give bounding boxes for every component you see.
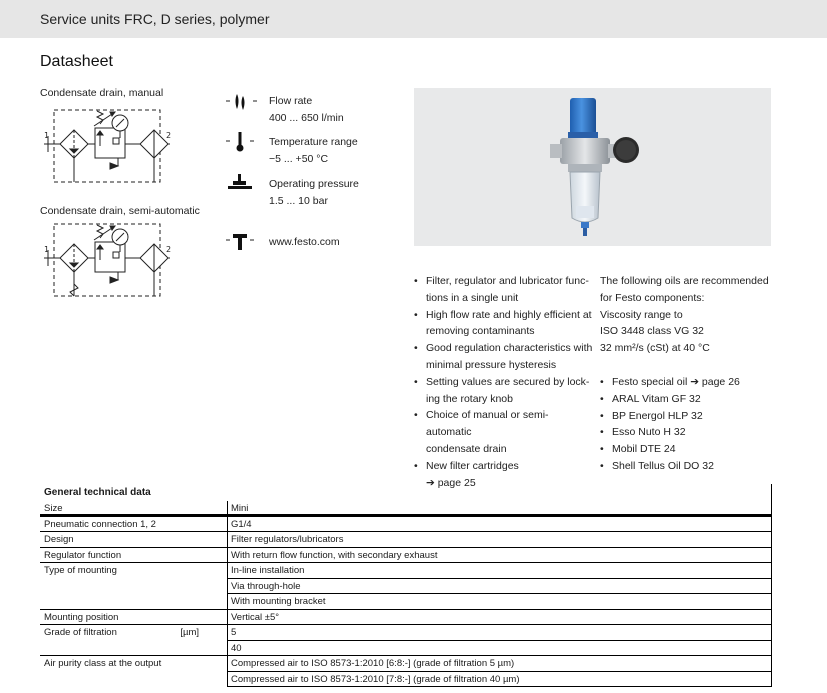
row-value: G1/4: [228, 517, 772, 533]
list-item: [414, 273, 594, 307]
port-2-label: 2: [166, 245, 172, 254]
list-item-text: removing contaminants: [426, 325, 535, 338]
oils-intro-line: for Festo components:: [600, 291, 705, 304]
pressure-icon: [226, 174, 260, 194]
row-value: With mounting bracket: [228, 594, 772, 610]
row-label-cell: [40, 517, 228, 533]
feature-value: −5 ... +50 °C: [269, 153, 329, 165]
feature-label: Flow rate: [269, 95, 313, 107]
list-item-text: condensate drain: [426, 442, 507, 455]
oil-item: • BP Energol HLP 32: [600, 408, 740, 425]
pneumatic-symbol-semi-automatic: [40, 222, 180, 304]
oils-intro-line: The following oils are recommended: [600, 275, 769, 287]
table-row: [40, 656, 772, 672]
row-label-cell: [40, 579, 228, 595]
table-row: [40, 532, 772, 548]
oils-intro-line: ISO 3448 class VG 32: [600, 325, 704, 338]
row-label-cell: [40, 672, 228, 688]
list-item-text: minimal pressure hysteresis: [426, 358, 557, 371]
feature-value: 1.5 ... 10 bar: [269, 195, 328, 207]
oils-intro-line: Viscosity range to: [600, 308, 683, 321]
feature-bullet-list: [414, 273, 594, 491]
feature-label: Temperature range: [269, 136, 358, 148]
feature-label: Operating pressure: [269, 178, 359, 190]
page-header-title: Service units FRC, D series, polymer: [40, 11, 270, 27]
row-label-cell: [40, 610, 228, 626]
list-item-text: New filter cartridges: [426, 459, 519, 472]
header-bar: [0, 0, 827, 38]
oils-recommendation-text: [600, 273, 769, 357]
row-label: Mounting position: [44, 611, 119, 623]
table-row: [40, 641, 772, 657]
feature-website[interactable]: [269, 234, 340, 251]
list-item-text: Choice of manual or semi-automatic: [426, 409, 549, 439]
table-row: [40, 501, 772, 517]
table-row: [40, 548, 772, 564]
list-item-text: Filter, regulator and lubricator func-: [426, 275, 589, 287]
row-label-cell: [40, 532, 228, 548]
row-label-cell: [40, 548, 228, 564]
row-value: Mini: [228, 501, 772, 514]
product-photo: [414, 88, 771, 246]
oil-item: • Mobil DTE 24: [600, 441, 740, 458]
feature-temperature: [269, 134, 358, 168]
port-1-label: 1: [44, 131, 50, 140]
feature-flow-rate: [269, 93, 344, 127]
oil-item: • ARAL Vitam GF 32: [600, 391, 740, 408]
general-technical-data-table: [40, 484, 772, 687]
symbol-caption-manual: Condensate drain, manual: [40, 87, 164, 99]
row-value: Compressed air to ISO 8573-1:2010 [7:8:-] (grade of filtration 40 µm): [228, 672, 772, 688]
flow-rate-icon: [226, 92, 260, 112]
table-row: [40, 594, 772, 610]
row-label: Pneumatic connection 1, 2: [44, 518, 156, 530]
port-2-label: 2: [166, 131, 172, 140]
web-icon: [226, 232, 260, 252]
list-item: [414, 374, 594, 408]
row-label-cell: [40, 501, 228, 514]
table-row: [40, 517, 772, 533]
port-1-label: 1: [44, 245, 50, 254]
pneumatic-symbol-manual: [40, 106, 180, 188]
row-unit: [µm]: [180, 627, 199, 638]
row-label: Regulator function: [44, 549, 122, 561]
table-row: [40, 625, 772, 641]
list-item: [414, 407, 594, 457]
oils-list: [600, 374, 740, 475]
list-item-text: tions in a single unit: [426, 291, 519, 304]
service-unit-illustration: [414, 88, 771, 246]
row-value: In-line installation: [228, 563, 772, 579]
row-value: 5: [228, 625, 772, 641]
list-item: [414, 340, 594, 374]
feature-value: 400 ... 650 l/min: [269, 112, 344, 124]
row-value: With return flow function, with secondary exhaust: [228, 548, 772, 564]
oil-item: • Shell Tellus Oil DO 32: [600, 458, 740, 475]
table-row: [40, 610, 772, 626]
row-label: Design: [44, 534, 74, 545]
table-row: [40, 579, 772, 595]
list-item-text: ing the rotary knob: [426, 392, 513, 405]
row-label-cell: [40, 625, 228, 641]
table-row: [40, 672, 772, 688]
row-value: Via through-hole: [228, 579, 772, 595]
feature-operating-pressure: [269, 176, 359, 210]
symbol-caption-semi-automatic: Condensate drain, semi-automatic: [40, 205, 200, 217]
list-item-text: Good regulation characteristics with: [426, 342, 593, 355]
row-label-cell: [40, 641, 228, 657]
oil-item: • Esso Nuto H 32: [600, 424, 740, 441]
temperature-icon: [226, 132, 260, 152]
row-value: Filter regulators/lubricators: [228, 532, 772, 548]
page-link[interactable]: ➔ page 25: [426, 476, 476, 489]
row-label-cell: [40, 656, 228, 672]
row-label: Air purity class at the output: [44, 658, 162, 669]
oils-intro-line: 32 mm²/s (cSt) at 40 °C: [600, 342, 710, 355]
row-value: Compressed air to ISO 8573-1:2010 [6:8:-] (grade of filtration 5 µm): [228, 656, 772, 672]
section-title: Datasheet: [40, 53, 113, 70]
list-item: [414, 307, 594, 341]
row-value: 40: [228, 641, 772, 657]
row-label-cell: [40, 563, 228, 579]
table-row: [40, 563, 772, 579]
list-item-text: High flow rate and highly efficient at: [426, 308, 592, 321]
row-label: Size: [44, 503, 63, 514]
row-label-cell: [40, 594, 228, 610]
oil-item[interactable]: • Festo special oil ➔ page 26: [600, 374, 740, 391]
website-link[interactable]: www.festo.com: [269, 236, 340, 248]
row-label: Grade of filtration: [44, 627, 117, 638]
row-value: Vertical ±5°: [228, 610, 772, 626]
list-item-text: Setting values are secured by lock-: [426, 375, 590, 388]
table-title: General technical data: [40, 484, 772, 501]
row-label: Type of mounting: [44, 565, 117, 576]
